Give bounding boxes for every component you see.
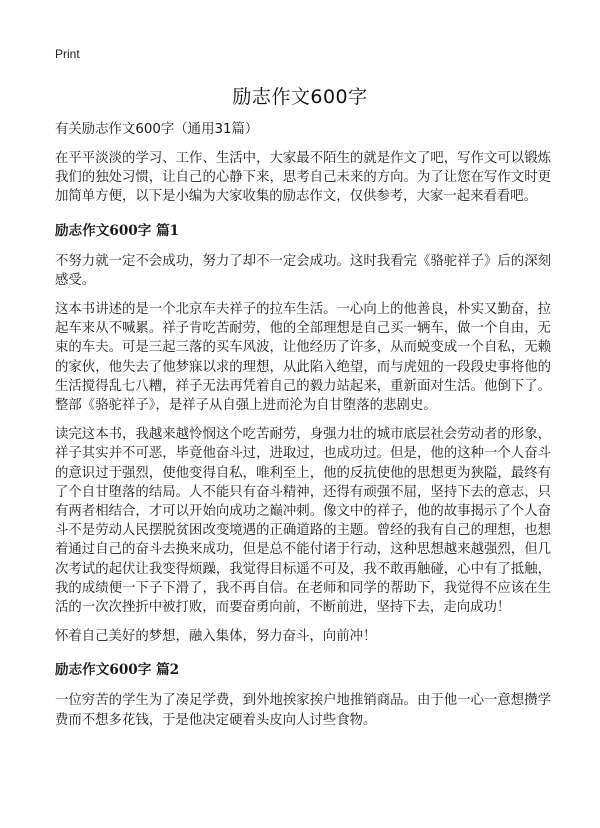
article-subtitle: 有关励志作文600字（通用31篇） xyxy=(55,122,259,137)
print-button[interactable]: Print xyxy=(55,47,80,61)
page-title: 励志作文600字 xyxy=(232,86,368,108)
section-1-paragraph-3: 读完这本书，我越来越怜悯这个吃苦耐劳，身强力壮的城市底层社会劳动者的形象，祥子其实并不可恶，毕竟他奋斗过，进取过，也成功过。但是，他的这种一个人奋斗的意识过于强烈，使他变得自私，唯利至上，他的反抗使他的思想更为狭隘，最终有了个自甘堕落的结局。人不能只有奋斗精神，还得有顽强不屈，坚持下去的意志，只有两者相结合，才可以开始向成功之巅冲刺。像文中的祥子，他的故事揭示了个人奋斗不是劳动人民摆脱贫困改变境遇的正确道路的主题。曾经的我有自己的理想，也想着通过自己的奋斗去换来成功，但是总不能付诸于行动，这种思想越来越强烈，但几次考试的起伏让我变得烦躁，我觉得目标遥不可及，我不敢再触碰，心中有了抵触，我的成绩便一下子下滑了，我不再自信。在老师和同学的帮助下，我觉得不应该在生活的一次次挫折中被打败，而要奋勇向前，不断前进，坚持下去，走向成功！ xyxy=(55,427,551,616)
section-heading-text: 励志作文600字 篇2 xyxy=(55,662,180,679)
section-heading-text: 励志作文600字 篇1 xyxy=(55,222,180,239)
intro-paragraph: 在平平淡淡的学习、工作、生活中，大家最不陌生的就是作文了吧，写作文可以锻炼我们的独处习惯，让自己的心静下来，思考自己未来的方向。为了让您在写作文时更加简单方便，以下是小编为大家收集的励志作文，仅供参考，大家一起来看看吧。 xyxy=(55,151,551,205)
section-1-paragraph-1: 不努力就一定不会成功，努力了却不一定会成功。这时我看完《骆驼祥子》后的深刻感受。 xyxy=(55,253,551,288)
article-body xyxy=(55,120,551,740)
section-1-paragraph-4: 怀着自己美好的梦想，融入集体，努力奋斗，向前冲！ xyxy=(55,629,377,645)
section-2-paragraph-1: 一位穷苦的学生为了凑足学费，到外地挨家挨户地推销商品。由于他一心一意想攒学费而不想多花钱，于是他决定硬着头皮向人讨些食物。 xyxy=(55,693,551,728)
section-1-paragraph-2: 这本书讲述的是一个北京车夫祥子的拉车生活。一心向上的他善良，朴实又勤奋，拉起车来从不喊累。祥子肯吃苦耐劳，他的全部理想是自己买一辆车，做一个自由，无束的车夫。可是三起三落的买车风波，让他经历了许多，从而蜕变成一个自私，无赖的家伙，他失去了他梦寐以求的理想，从此陷入绝望，而与虎妞的一段段史事将他的生活搅得乱七八糟，祥子无法再凭着自己的毅力站起来，重新面对生活。他倒下了。整部《骆驼祥子》，是祥子从自强上进而沦为自甘堕落的悲剧史。 xyxy=(55,302,551,414)
section-heading-1 xyxy=(55,221,551,241)
section-heading-2 xyxy=(55,660,551,680)
